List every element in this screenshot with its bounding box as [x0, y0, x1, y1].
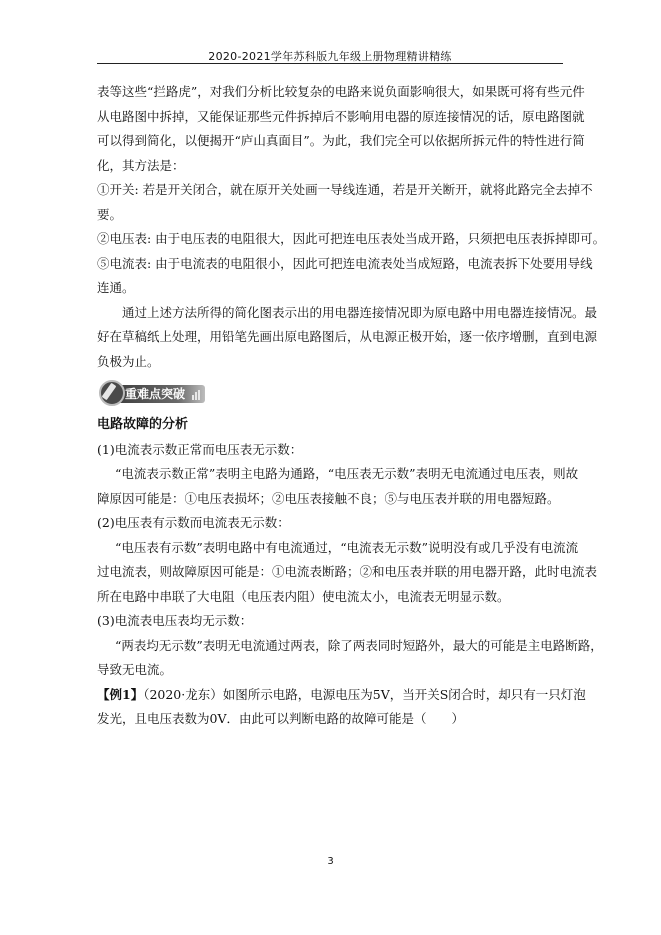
case-line: “电流表示数正常”表明主电路为通路，“电压表无示数”表明无电流通过电压表，则故: [115, 466, 579, 481]
case-title: (3)电流表电压表均无示数：: [97, 613, 253, 628]
example-line: 发光，且电压表数为0V．由此可以判断电路的故障可能是（ ）: [97, 711, 464, 726]
section-banner: [97, 377, 567, 413]
case-title: (1)电流表示数正常而电压表无示数：: [97, 441, 303, 457]
intro-line: 从电路图中拆掉，又能保证那些元件拆掉后不影响用电器的原连接情况的话，原电路图就: [97, 108, 585, 124]
banner-label: 重难点突破: [125, 387, 186, 401]
case-line: “两表均无示数”表明无电流通过两表，除了两表同时短路外，最大的可能是主电路断路，: [115, 637, 603, 653]
method-line: ①开关: 若是开关闭合，就在原开关处画一导线连通，若是开关断开，就将此路完全去掉不: [97, 182, 593, 197]
case-title: (2)电压表有示数而电流表无示数：: [97, 515, 290, 530]
case-line: 过电流表，则故障原因可能是：①电流表断路；②和电压表并联的用电器开路，此时电流表: [97, 564, 598, 579]
case-line: 障原因可能是：①电压表损坏；②电压表接触不良；⑤与电压表并联的用电器短路。: [97, 490, 560, 506]
method-line: ②电压表: 由于电压表的电阻很大，因此可把连电压表处当成开路，只须把电压表拆掉即可。: [97, 231, 606, 246]
intro-line: 表等这些“拦路虎”，对我们分析比较复杂的电路来说负面影响很大，如果既可将有些元件: [97, 84, 585, 99]
section-title: 电路故障的分析: [97, 417, 189, 432]
example-text: （2020·龙东）如图所示电路，电源电压为5V，当开关S闭合时，却只有一只灯泡: [143, 686, 586, 702]
case-line: 所在电路中串联了大电阻（电压表内阻）使电流太小，电流表无明显示数。: [97, 588, 510, 604]
case-line: 导致无电流。: [97, 662, 173, 677]
summary-line: 负极为止。: [97, 353, 160, 369]
summary-line: 通过上述方法所得的简化图表示出的用电器连接情况即为原电路中用电器连接情况。最: [122, 304, 598, 320]
page-header: 2020-2021学年苏科版九年级上册物理精讲精练: [208, 50, 452, 63]
page-number: 3: [327, 856, 334, 867]
case-line: “电压表有示数”表明电路中有电流通过，“电流表无示数”说明没有或几乎没有电流流: [115, 539, 579, 555]
method-line: ⑤电流表: 由于电流表的电阻很小，因此可把连电流表处当成短路，电流表拆下处要用导线: [97, 255, 593, 271]
intro-line: 可以得到简化，以便揭开“庐山真面目”。为此，我们完全可以依据所拆元件的特性进行简: [97, 133, 585, 148]
header-divider: [97, 63, 563, 64]
summary-line: 好在草稿纸上处理，用铅笔先画出原电路图后，从电源正极开始，逐一依序增删，直到电源: [97, 329, 598, 344]
example-line: [97, 683, 586, 708]
method-line: 要。: [97, 206, 123, 222]
intro-line: 化，其方法是：: [97, 157, 185, 173]
example-label: 【例1】: [97, 686, 144, 702]
signal-bars-icon: [192, 390, 200, 400]
method-line: 连通。: [97, 280, 135, 295]
document-body: [97, 80, 606, 732]
